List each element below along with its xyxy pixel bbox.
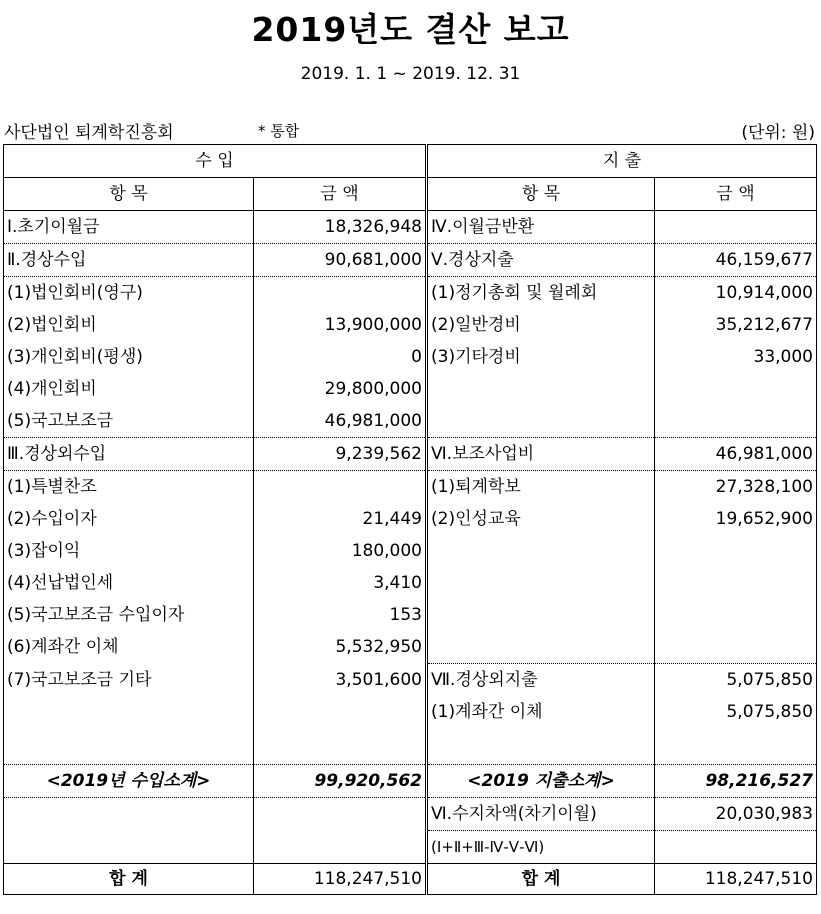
expense-amount-header: 금 액 [655, 178, 817, 211]
subtotal-row [4, 765, 817, 798]
income-amount: 90,681,000 [254, 244, 427, 277]
income-item: (5)국고보조금 [4, 405, 254, 438]
expense-item: (1)계좌간 이체 [427, 696, 655, 728]
income-item: (2)수입이자 [4, 503, 254, 535]
income-amount: 21,449 [254, 503, 427, 535]
table-row [4, 631, 817, 664]
table-row [4, 503, 817, 535]
income-amount: 153 [254, 599, 427, 631]
expense-item [427, 373, 655, 405]
income-amount: 3,410 [254, 567, 427, 599]
income-item: (1)법인회비(영구) [4, 277, 254, 310]
report-period: 2019. 1. 1 ~ 2019. 12. 31 [300, 64, 521, 84]
income-amount [254, 277, 427, 310]
balance-formula: (Ⅰ+Ⅱ+Ⅲ-Ⅳ-Ⅴ-Ⅵ) [427, 831, 655, 864]
income-item: Ⅰ.초기이월금 [4, 211, 254, 244]
empty-cell [254, 831, 427, 864]
expense-item: Ⅶ.경상외지출 [427, 664, 655, 697]
expense-amount [655, 631, 817, 664]
table-row [4, 599, 817, 631]
empty-cell [4, 798, 254, 831]
expense-item [427, 631, 655, 664]
income-item: (4)선납법인세 [4, 567, 254, 599]
table-row [4, 244, 817, 277]
table-row [4, 471, 817, 504]
settlement-table [3, 144, 817, 895]
income-total-amount: 118,247,510 [254, 864, 427, 895]
expense-amount [655, 535, 817, 567]
expense-item-header: 항 목 [427, 178, 655, 211]
expense-subtotal-label: <2019 지출소계> [427, 765, 655, 798]
income-amount: 29,800,000 [254, 373, 427, 405]
income-subtotal-amount: 99,920,562 [254, 765, 427, 798]
balance-row [4, 798, 817, 831]
expense-amount: 19,652,900 [655, 503, 817, 535]
income-total-label: 합 계 [4, 864, 254, 895]
expense-item: (1)정기총회 및 월례회 [427, 277, 655, 310]
income-item: (3)잡이익 [4, 535, 254, 567]
table-row [4, 277, 817, 310]
expense-item: (1)퇴계학보 [427, 471, 655, 504]
expense-item: Ⅳ.이월금반환 [427, 211, 655, 244]
expense-item [427, 535, 655, 567]
table-row [4, 373, 817, 405]
expense-amount [655, 405, 817, 438]
scope-note: * 통합 [258, 122, 300, 140]
table-row [4, 211, 817, 244]
income-amount: 13,900,000 [254, 309, 427, 341]
income-item: (1)특별찬조 [4, 471, 254, 504]
income-amount: 3,501,600 [254, 664, 427, 697]
empty-cell [4, 728, 254, 765]
expense-total-label: 합 계 [427, 864, 655, 895]
empty-cell [655, 831, 817, 864]
expense-amount [655, 567, 817, 599]
expense-total-amount: 118,247,510 [655, 864, 817, 895]
income-amount [254, 696, 427, 728]
column-header-row [4, 178, 817, 211]
expense-item: (3)기타경비 [427, 341, 655, 373]
balance-amount: 20,030,983 [655, 798, 817, 831]
table-row [4, 309, 817, 341]
expense-amount [655, 211, 817, 244]
table-row [4, 405, 817, 438]
income-item: (4)개인회비 [4, 373, 254, 405]
table-row [4, 341, 817, 373]
income-item: (3)개인회비(평생) [4, 341, 254, 373]
income-amount: 0 [254, 341, 427, 373]
expense-header: 지 출 [427, 145, 817, 178]
unit-label: (단위: 원) [741, 123, 815, 143]
table-row [4, 696, 817, 728]
expense-amount: 5,075,850 [655, 696, 817, 728]
income-item [4, 696, 254, 728]
table-row [4, 535, 817, 567]
income-item: Ⅱ.경상수입 [4, 244, 254, 277]
income-amount [254, 471, 427, 504]
expense-item: (2)인성교육 [427, 503, 655, 535]
expense-item [427, 599, 655, 631]
expense-amount [655, 373, 817, 405]
income-amount: 5,532,950 [254, 631, 427, 664]
expense-subtotal-amount: 98,216,527 [655, 765, 817, 798]
income-amount: 9,239,562 [254, 438, 427, 471]
empty-cell [254, 728, 427, 765]
income-item: Ⅲ.경상외수입 [4, 438, 254, 471]
table-row [4, 567, 817, 599]
empty-cell [427, 728, 655, 765]
expense-amount: 35,212,677 [655, 309, 817, 341]
expense-amount: 33,000 [655, 341, 817, 373]
expense-amount: 10,914,000 [655, 277, 817, 310]
empty-cell [4, 831, 254, 864]
expense-amount: 46,159,677 [655, 244, 817, 277]
income-amount: 18,326,948 [254, 211, 427, 244]
income-item: (6)계좌간 이체 [4, 631, 254, 664]
income-subtotal-label: <2019년 수입소계> [4, 765, 254, 798]
table-row [4, 664, 817, 697]
income-header: 수 입 [4, 145, 427, 178]
expense-item: Ⅴ.경상지출 [427, 244, 655, 277]
income-amount: 46,981,000 [254, 405, 427, 438]
expense-item: Ⅵ.보조사업비 [427, 438, 655, 471]
organization-name: 사단법인 퇴계학진흥회 [4, 123, 174, 143]
expense-amount: 27,328,100 [655, 471, 817, 504]
expense-item: (2)일반경비 [427, 309, 655, 341]
spacer-row [4, 728, 817, 765]
expense-item [427, 405, 655, 438]
expense-item [427, 567, 655, 599]
income-item-header: 항 목 [4, 178, 254, 211]
expense-amount: 46,981,000 [655, 438, 817, 471]
table-row [4, 438, 817, 471]
income-amount: 180,000 [254, 535, 427, 567]
income-item: (5)국고보조금 수입이자 [4, 599, 254, 631]
income-item: (7)국고보조금 기타 [4, 664, 254, 697]
empty-cell [254, 798, 427, 831]
balance-label: Ⅵ.수지차액(차기이월) [427, 798, 655, 831]
total-row [4, 864, 817, 895]
expense-amount: 5,075,850 [655, 664, 817, 697]
empty-cell [655, 728, 817, 765]
page-title: 2019년도 결산 보고 [251, 10, 570, 49]
section-header-row [4, 145, 817, 178]
balance-formula-row [4, 831, 817, 864]
income-amount-header: 금 액 [254, 178, 427, 211]
income-item: (2)법인회비 [4, 309, 254, 341]
expense-amount [655, 599, 817, 631]
